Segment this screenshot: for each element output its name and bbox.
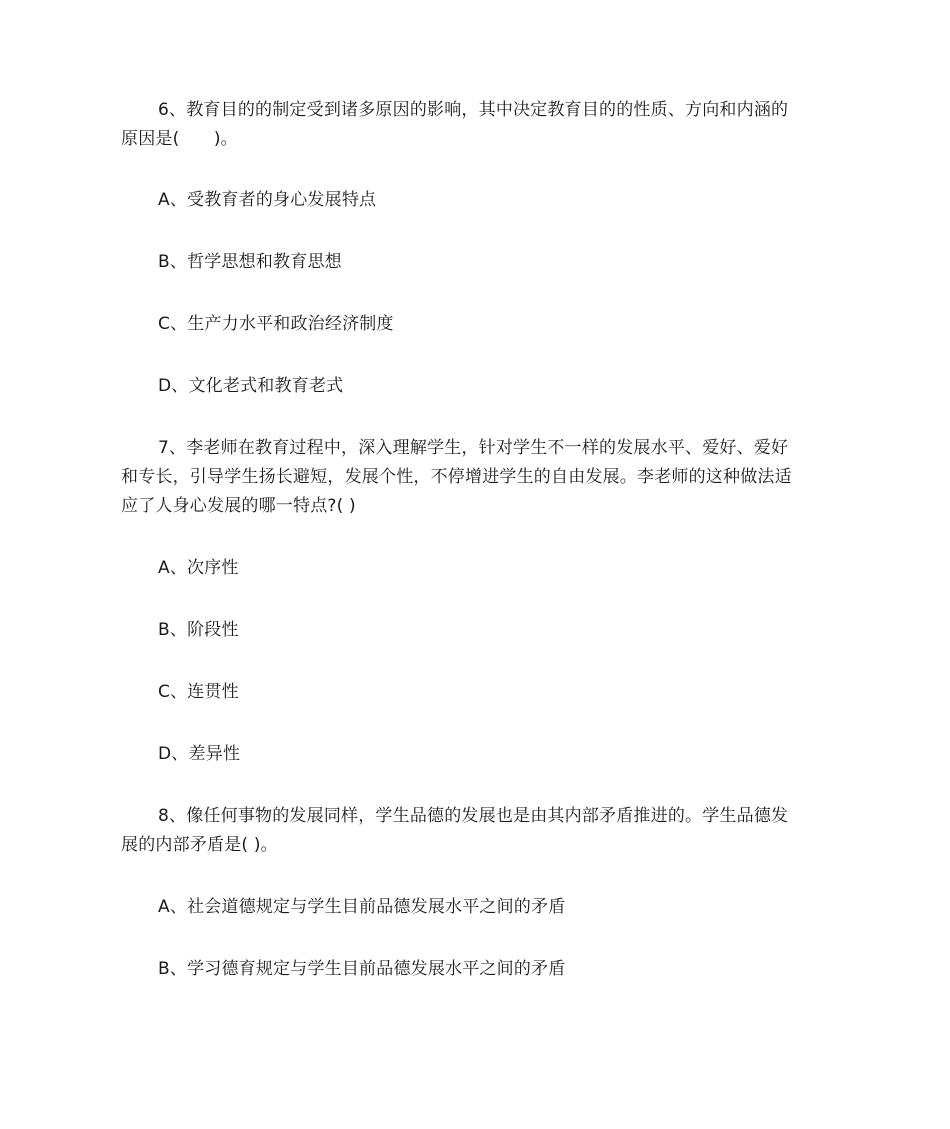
question-8-stem-line-2: 展的内部矛盾是( )。 xyxy=(121,835,278,855)
question-6-stem-line-1: 6、教育目的的制定受到诸多原因的影响，其中决定教育目的的性质、方向和内涵的 xyxy=(158,100,789,120)
question-6-option-d: D、文化老式和教育老式 xyxy=(158,376,344,396)
question-7-stem-line-1: 7、李老师在教育过程中，深入理解学生，针对学生不一样的发展水平、爱好、爱好 xyxy=(158,438,789,458)
question-7-stem-line-3: 应了人身心发展的哪一特点?( ) xyxy=(121,496,356,516)
question-6-option-c: C、生产力水平和政治经济制度 xyxy=(158,314,394,334)
question-8-stem-line-1: 8、像任何事物的发展同样，学生品德的发展也是由其内部矛盾推进的。学生品德发 xyxy=(158,806,789,826)
question-6-option-a: A、受教育者的身心发展特点 xyxy=(158,190,377,210)
question-7-option-a: A、次序性 xyxy=(158,558,239,578)
question-7-option-c: C、连贯性 xyxy=(158,682,239,702)
question-6-option-b: B、哲学思想和教育思想 xyxy=(158,252,342,272)
question-8-option-b: B、学习德育规定与学生目前品德发展水平之间的矛盾 xyxy=(158,959,566,979)
question-7-option-b: B、阶段性 xyxy=(158,620,239,640)
question-8-option-a: A、社会道德规定与学生目前品德发展水平之间的矛盾 xyxy=(158,897,566,917)
question-7-option-d: D、差异性 xyxy=(158,744,241,764)
question-6-stem-line-2: 原因是( )。 xyxy=(121,129,238,149)
question-7-stem-line-2: 和专长，引导学生扬长避短，发展个性，不停增进学生的自由发展。李老师的这种做法适 xyxy=(121,467,792,487)
